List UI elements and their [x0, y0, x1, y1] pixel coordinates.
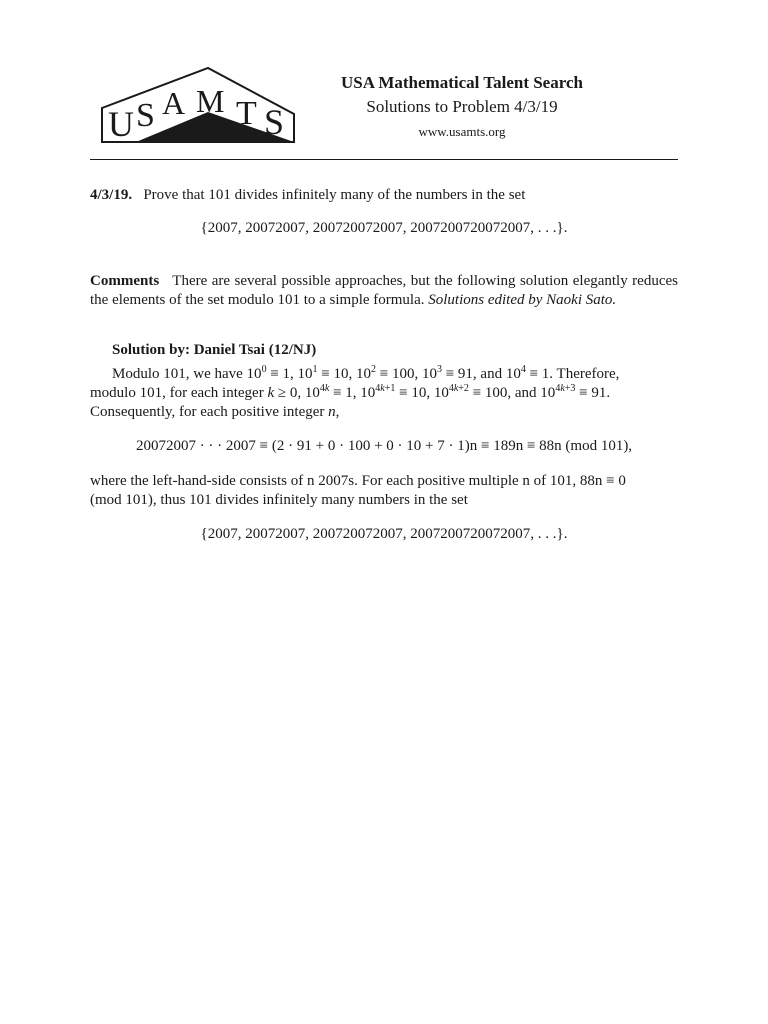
conclusion-line-1: where the left-hand-side consists of n 2007s. For each positive multiple n of 101, 88n ≡ 0 — [90, 473, 626, 489]
svg-text:M: M — [196, 83, 225, 119]
svg-text:T: T — [236, 95, 257, 132]
solution-paragraph — [90, 365, 678, 422]
comments-label: Comments — [90, 273, 160, 289]
problem-line — [90, 186, 525, 205]
svg-text:S: S — [264, 102, 285, 142]
solution-line-3: Consequently, for each positive integer n, — [90, 404, 340, 420]
svg-text:U: U — [108, 104, 134, 144]
solution-conclusion — [90, 472, 678, 510]
header-url[interactable]: www.usamts.org — [418, 124, 506, 139]
header-subtitle: Solutions to Problem 4/3/19 — [366, 97, 558, 116]
comments-editor: Solutions edited by Naoki Sato. — [428, 292, 617, 308]
header-title: USA Mathematical Talent Search — [341, 73, 583, 92]
problem-statement: Prove that 101 divides infinitely many of the numbers in the set — [143, 187, 526, 203]
solution-heading: Solution by: Daniel Tsai (12/NJ) — [112, 342, 317, 358]
usamts-logo — [96, 66, 300, 146]
solution-line-1: Modulo 101, we have $10^0 \equiv 1$, $10^1 \equiv 10$, $10^2 \equiv 100$, $10^3 \equiv 91$, and $10^4 \equiv 1$. Therefore, — [112, 364, 620, 382]
conclusion-line-2: (mod 101), thus 101 divides infinitely many numbers in the set — [90, 492, 468, 508]
problem-number: 4/3/19. — [90, 187, 133, 203]
problem-set: {2007, 20072007, 200720072007, 2007200720072007, . . .}. — [200, 220, 568, 236]
svg-text:A: A — [162, 85, 186, 121]
comments-text: There are several possible approaches, but the following solution elegantly reduces the elements of the set modulo 101 to a simple formula. — [90, 273, 678, 308]
solution-line-2: modulo 101, for each integer k ≥ 0, $10^{4k} \equiv 1$, $10^{4k+1} \equiv 10$, $10^{4k+2} \equiv 100$, and $10^{4k+3} \equiv 91$. — [90, 383, 611, 401]
solution-set: {2007, 20072007, 200720072007, 2007200720072007, . . .}. — [200, 526, 568, 542]
header-divider — [90, 159, 678, 160]
comments-paragraph — [90, 272, 678, 310]
svg-text:S: S — [136, 97, 155, 134]
solution-equation: 20072007 · · · 2007 ≡ (2 · 91 + 0 · 100 + 0 · 10 + 7 · 1)n ≡ 189n ≡ 88n (mod 101), — [135, 438, 633, 454]
